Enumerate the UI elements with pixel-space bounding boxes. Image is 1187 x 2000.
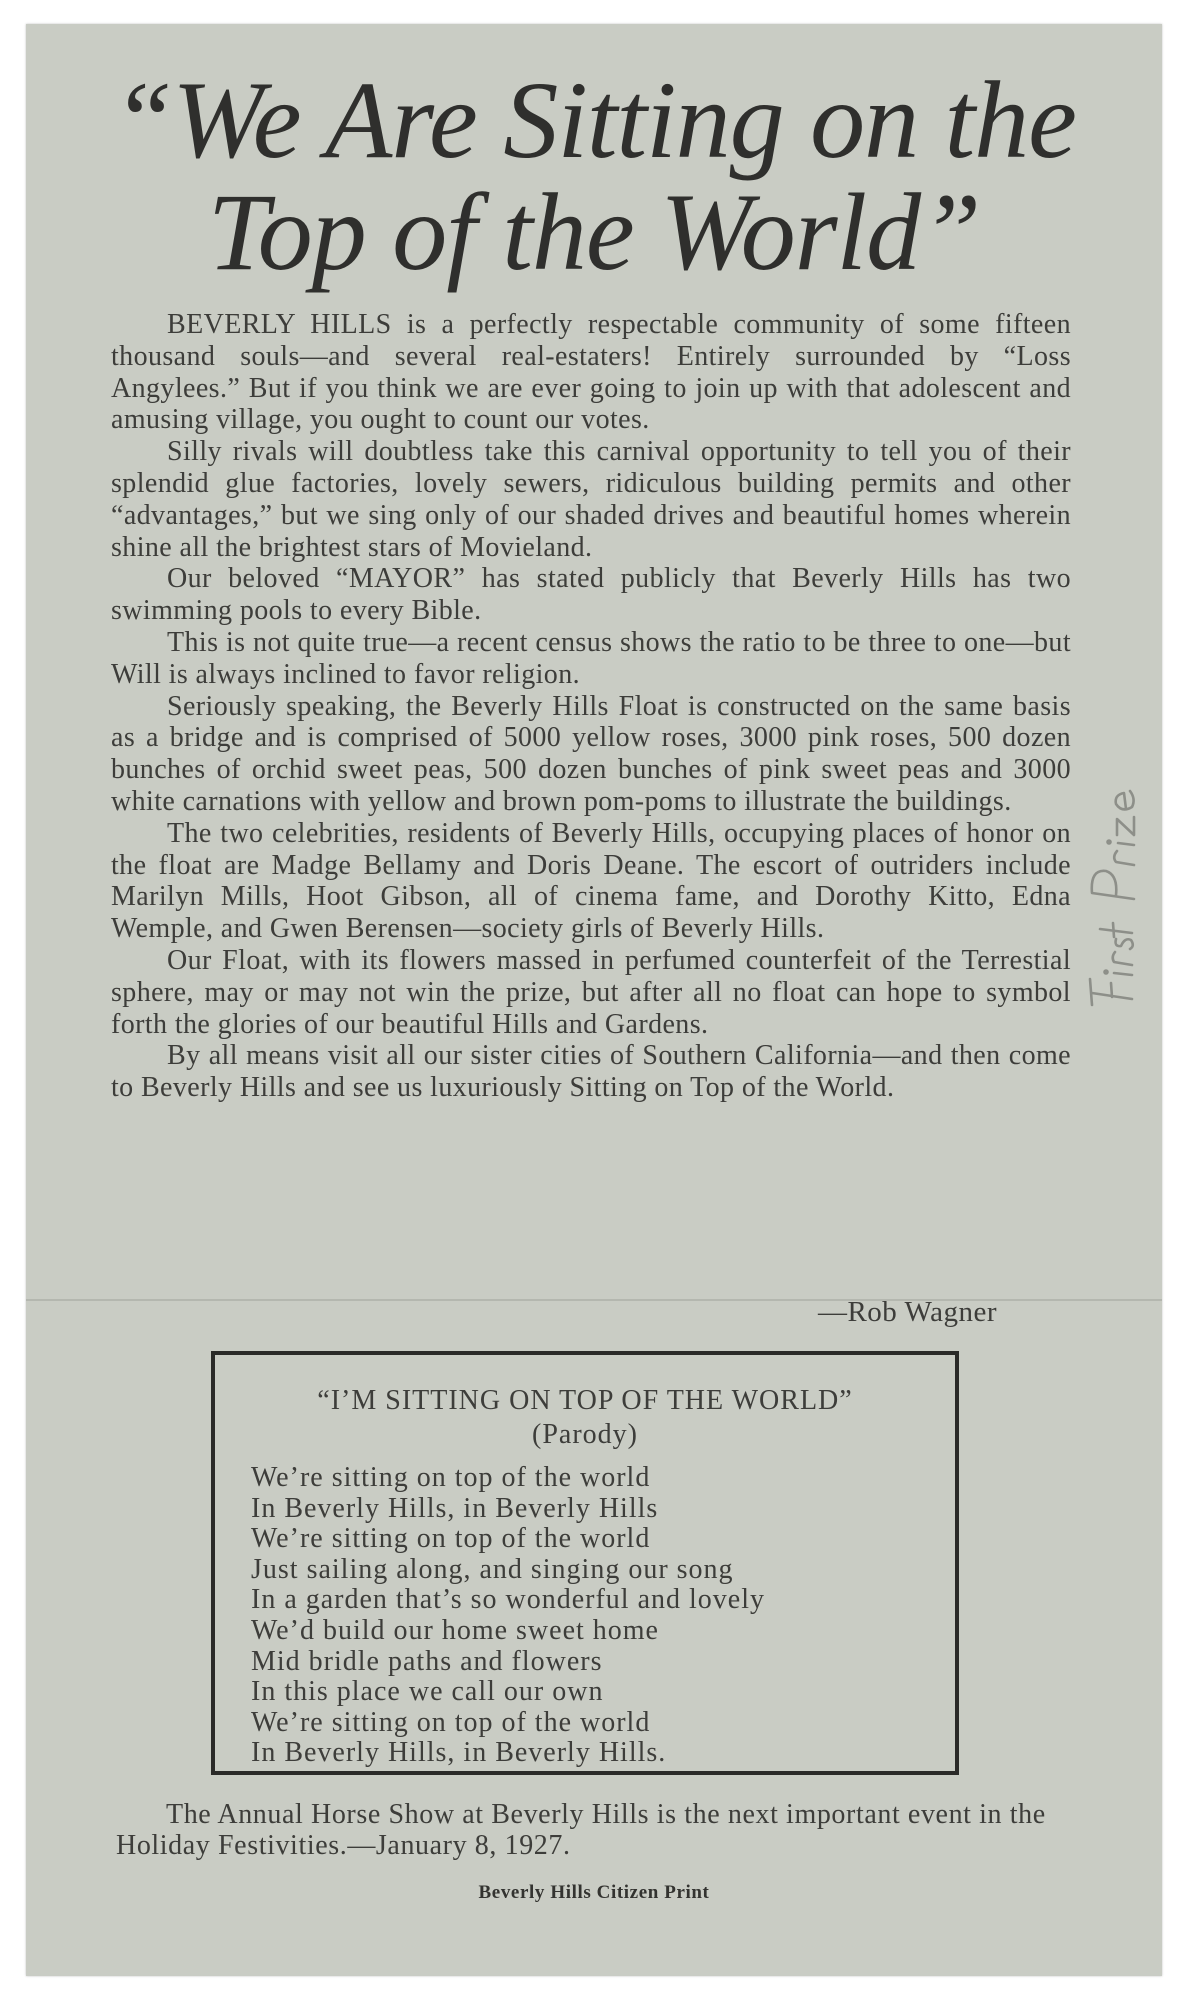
poem-line: In this place we call our own (251, 1676, 604, 1708)
poem-line: Mid bridle paths and flowers (251, 1645, 603, 1677)
article-body (111, 309, 1071, 1104)
poem-line: Just sailing along, and singing our song (251, 1553, 734, 1585)
poem-line: We’re sitting on top of the world (251, 1523, 651, 1555)
article-paragraph: Silly rivals will doubtless take this carnival opportunity to tell you of their splendid glue factories, lovely sewers, ridiculous building permits and other “advantages,” but we sing only of our shaded drives and beautiful homes wherein shine all the brightest stars of Movieland. (111, 436, 1071, 563)
article-paragraph: Seriously speaking, the Beverly Hills Float is constructed on the same basis as a bridge and is comprised of 5000 yellow roses, 3000 pink roses, 500 dozen bunches of orchid sweet peas, 500 dozen bunches of pink sweet peas and 3000 white carnations with yellow and brown pom-poms to illustrate the buildings. (111, 690, 1071, 817)
poem-lines (251, 1463, 765, 1769)
article-paragraph: Our Float, with its flowers massed in perfumed counterfeit of the Terrestial sphere, may or may not win the prize, but after all no float can hope to symbol forth the glories of our beautiful Hills and Gardens. (111, 944, 1071, 1040)
flyer-sheet (26, 24, 1162, 1976)
poem-line: In Beverly Hills, in Beverly Hills (251, 1492, 659, 1524)
headline-line-2: Top of the World” (207, 171, 981, 293)
author-signature: —Rob Wagner (817, 1296, 997, 1328)
headline-line-1: “We Are Sitting on the (112, 59, 1076, 181)
poem-line: We’re sitting on top of the world (251, 1462, 651, 1493)
article-paragraph: Our beloved “MAYOR” has stated publicly that Beverly Hills has two swimming pools to every Bible. (111, 563, 1071, 627)
article-paragraph: This is not quite true—a recent census shows the ratio to be three to one—but Will is always inclined to favor religion. (111, 626, 1071, 690)
poem-box (211, 1351, 959, 1775)
handwritten-pencil-note (1064, 624, 1154, 1024)
poem-line: We’d build our home sweet home (251, 1614, 659, 1646)
article-paragraph: By all means visit all our sister cities of Southern California—and then come to Beverly Hills and see us luxuriously Sitting on Top of the World. (111, 1040, 1071, 1104)
poem-subtitle: (Parody) (532, 1419, 638, 1450)
printer-imprint: Beverly Hills Citizen Print (478, 1882, 710, 1903)
poem-title: “I’M SITTING ON TOP OF THE WORLD” (317, 1385, 853, 1416)
poem-line: In Beverly Hills, in Beverly Hills. (251, 1737, 667, 1769)
poem-line: In a garden that’s so wonderful and lovely (251, 1584, 765, 1616)
article-paragraph: BEVERLY HILLS is a perfectly respectable community of some fifteen thousand souls—and several real-estaters! Entirely surrounded by “Loss Angylees.” But if you think we are ever going to join up with that adolescent and amusing village, you ought to count our votes. (111, 309, 1071, 436)
poem-line: We’re sitting on top of the world (251, 1706, 651, 1738)
footer-note: The Annual Horse Show at Beverly Hills is the next important event in the Holiday Festivities.—January 8, 1927. (116, 1799, 1046, 1861)
article-paragraph: The two celebrities, residents of Beverly Hills, occupying places of honor on the float are Madge Bellamy and Doris Deane. The escort of outriders include Marilyn Mills, Hoot Gibson, all of cinema fame, and Dorothy Kitto, Edna Wemple, and Gwen Berensen—society girls of Beverly Hills. (111, 817, 1071, 945)
headline (26, 59, 1162, 293)
